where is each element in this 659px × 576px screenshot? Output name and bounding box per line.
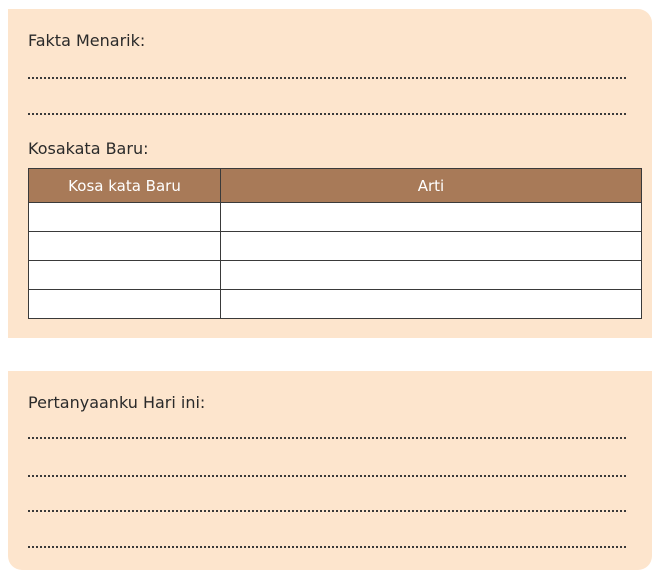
question-answer-line-1[interactable] [28, 437, 626, 439]
fakta-menarik-label: Fakta Menarik: [28, 31, 146, 50]
table-header-row [29, 169, 642, 203]
table-cell-word[interactable] [29, 261, 221, 290]
vocabulary-table [28, 168, 642, 319]
fakta-answer-line-1[interactable] [28, 77, 626, 79]
question-answer-line-2[interactable] [28, 475, 626, 477]
header-kosa-kata-baru: Kosa kata Baru [29, 169, 221, 203]
table-cell-meaning[interactable] [221, 290, 642, 319]
table-row [29, 232, 642, 261]
kosakata-baru-label: Kosakata Baru: [28, 139, 149, 158]
table-cell-word[interactable] [29, 203, 221, 232]
question-answer-line-3[interactable] [28, 510, 626, 512]
fakta-answer-line-2[interactable] [28, 113, 626, 115]
table-cell-meaning[interactable] [221, 261, 642, 290]
table-cell-word[interactable] [29, 290, 221, 319]
table-row [29, 203, 642, 232]
table-cell-meaning[interactable] [221, 203, 642, 232]
table-cell-word[interactable] [29, 232, 221, 261]
table-cell-meaning[interactable] [221, 232, 642, 261]
question-answer-line-4[interactable] [28, 546, 626, 548]
question-panel [8, 371, 652, 570]
table-row [29, 261, 642, 290]
facts-vocab-panel [8, 9, 652, 338]
header-arti: Arti [221, 169, 642, 203]
table-row [29, 290, 642, 319]
pertanyaan-label: Pertanyaanku Hari ini: [28, 393, 206, 412]
